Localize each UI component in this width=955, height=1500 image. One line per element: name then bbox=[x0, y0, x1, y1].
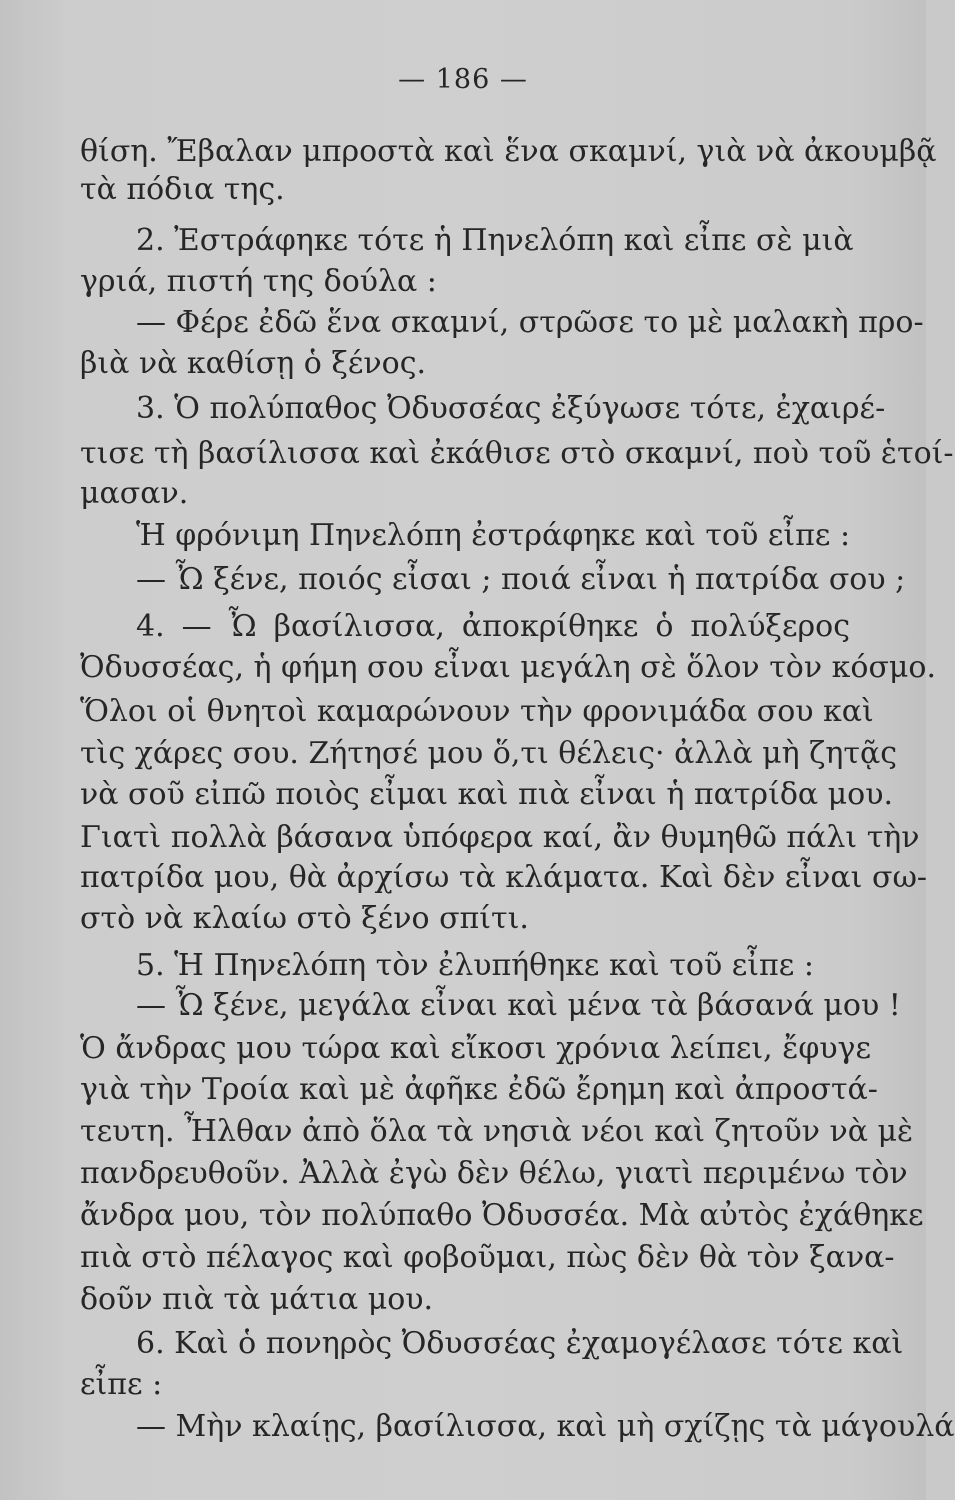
text-line: εἶπε : bbox=[80, 1367, 163, 1402]
text-line: — Μὴν κλαίῃς, βασίλισσα, καὶ μὴ σχίζῃς τὰ μάγουλά bbox=[136, 1409, 955, 1444]
text-line: 3. Ὁ πολύπαθος Ὀδυσσέας ἐξύγωσε τότε, ἐχαιρέ- bbox=[136, 391, 886, 426]
text-line: — Φέρε ἐδῶ ἕνα σκαμνί, στρῶσε το μὲ μαλακὴ προ- bbox=[136, 305, 924, 340]
text-line: Ὅλοι οἱ θνητοὶ καμαρώνουν τὴν φρονιμάδα σου καὶ bbox=[80, 694, 874, 729]
text-line: πανδρευθοῦν. Ἀλλὰ ἐγὼ δὲν θέλω, γιατὶ περιμένω τὸν bbox=[80, 1156, 908, 1191]
text-line: — Ὦ ξένε, ποιός εἶσαι ; ποιά εἶναι ἡ πατρίδα σου ; bbox=[136, 562, 906, 597]
text-line: πιὰ στὸ πέλαγος καὶ φοβοῦμαι, πὼς δὲν θὰ τὸν ξανα- bbox=[80, 1240, 895, 1275]
text-line: νὰ σοῦ εἰπῶ ποιὸς εἶμαι καὶ πιὰ εἶναι ἡ πατρίδα μου. bbox=[80, 777, 894, 812]
text-line: γριά, πιστή της δούλα : bbox=[80, 264, 437, 299]
text-line: Ἡ φρόνιμη Πηνελόπη ἐστράφηκε καὶ τοῦ εἶπε : bbox=[136, 518, 851, 553]
text-line: θίση. Ἔβαλαν μπροστὰ καὶ ἕνα σκαμνί, γιὰ νὰ ἀκουμβᾷ bbox=[80, 134, 937, 169]
text-line: τισε τὴ βασίλισσα καὶ ἐκάθισε στὸ σκαμνί, ποὺ τοῦ ἑτοί- bbox=[80, 436, 954, 471]
text-line: — Ὦ ξένε, μεγάλα εἶναι καὶ μένα τὰ βάσανά μου ! bbox=[136, 988, 901, 1023]
text-line: δοῦν πιὰ τὰ μάτια μου. bbox=[80, 1282, 434, 1317]
text-line: 4. — Ὦ βασίλισσα, ἀποκρίθηκε ὁ πολύξερος bbox=[136, 609, 850, 644]
text-line: ἄνδρα μου, τὸν πολύπαθο Ὀδυσσέα. Μὰ αὐτὸς ἐχάθηκε bbox=[80, 1198, 924, 1233]
text-line: 2. Ἐστράφηκε τότε ἡ Πηνελόπη καὶ εἶπε σὲ μιὰ bbox=[136, 223, 854, 258]
page-number: — 186 — bbox=[398, 64, 528, 95]
text-line: πατρίδα μου, θὰ ἀρχίσω τὰ κλάματα. Καὶ δὲν εἶναι σω- bbox=[80, 860, 928, 895]
text-line: τὰ πόδια της. bbox=[80, 172, 285, 207]
text-line: μασαν. bbox=[80, 476, 189, 511]
text-line: στὸ νὰ κλαίω στὸ ξένο σπίτι. bbox=[80, 901, 529, 936]
text-line: Γιατὶ πολλὰ βάσανα ὑπόφερα καί, ἂν θυμηθῶ πάλι τὴν bbox=[80, 820, 920, 855]
text-line: γιὰ τὴν Τροία καὶ μὲ ἀφῆκε ἐδῶ ἔρημη καὶ ἀπροστά- bbox=[80, 1072, 878, 1107]
text-line: τὶς χάρες σου. Ζήτησέ μου ὅ,τι θέλεις· ἀλλὰ μὴ ζητᾷς bbox=[80, 736, 898, 771]
text-line: Ὁ ἄνδρας μου τώρα καὶ εἴκοσι χρόνια λείπει, ἔφυγε bbox=[80, 1031, 872, 1066]
text-line: τευτη. Ἦλθαν ἀπὸ ὅλα τὰ νησιὰ νέοι καὶ ζητοῦν νὰ μὲ bbox=[80, 1114, 914, 1149]
text-line: Ὀδυσσέας, ἡ φήμη σου εἶναι μεγάλη σὲ ὅλον τὸν κόσμο. bbox=[80, 650, 937, 685]
text-line: 5. Ἡ Πηνελόπη τὸν ἐλυπήθηκε καὶ τοῦ εἶπε : bbox=[136, 948, 814, 983]
text-line: βιὰ νὰ καθίσῃ ὁ ξένος. bbox=[80, 346, 427, 381]
text-line: 6. Καὶ ὁ πονηρὸς Ὀδυσσέας ἐχαμογέλασε τότε καὶ bbox=[136, 1326, 904, 1361]
